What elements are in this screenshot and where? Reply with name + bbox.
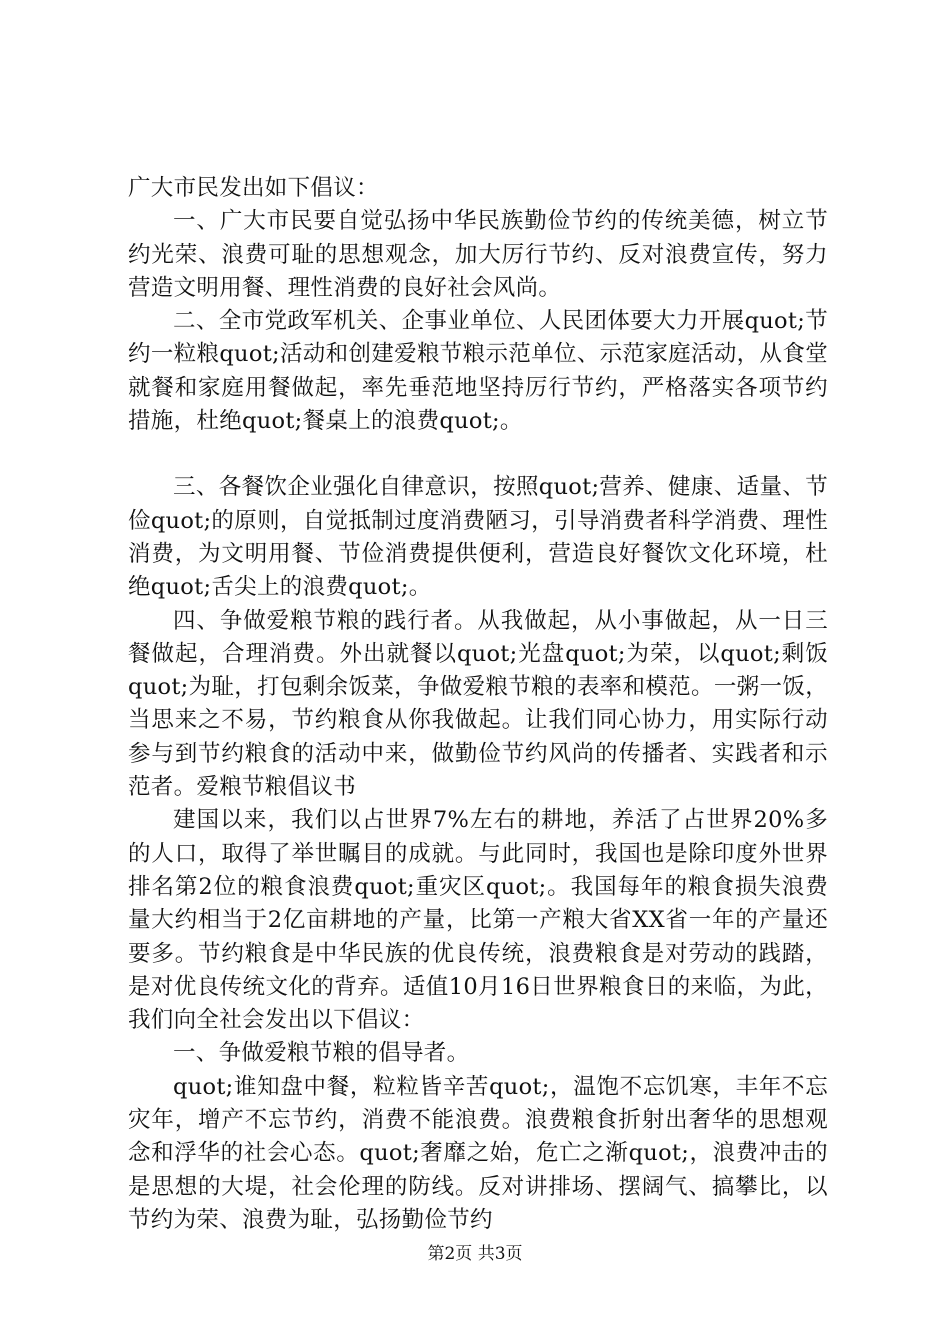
paragraph-item-1: 一、广大市民要自觉弘扬中华民族勤俭节约的传统美德，树立节约光荣、浪费可耻的思想观念，加大厉行节约、反对浪费宣传，努力营造文明用餐、理性消费的良好社会风尚。 (128, 208, 828, 301)
document-body (128, 172, 828, 1237)
page-number: 第2页 共3页 (427, 1244, 523, 1264)
paragraph-item-4: 四、争做爱粮节粮的践行者。从我做起，从小事做起，从一日三餐做起，合理消费。外出就餐以quot;光盘quot;为荣，以quot;剩饭quot;为耻，打包剩余饭菜，争做爱粮节粮的表率和模范。一粥一饭，当思来之不易，节约粮食从你我做起。让我们同心协力，用实际行动参与到节约粮食的活动中来，做勤俭节约风尚的传播者、实践者和示范者。爱粮节粮倡议书 (128, 607, 828, 801)
paragraph-intro: 广大市民发出如下倡议： (128, 175, 379, 201)
paragraph-item-3: 三、各餐饮企业强化自律意识，按照quot;营养、健康、适量、节俭quot;的原则，自觉抵制过度消费陋习，引导消费者科学消费、理性消费，为文明用餐、节俭消费提供便利，营造良好餐饮文化环境，杜绝quot;舌尖上的浪费quot;。 (128, 474, 828, 601)
paragraph-heading-advocate: 一、争做爱粮节粮的倡导者。 (173, 1040, 470, 1067)
paragraph-spacer (128, 438, 828, 471)
paragraph-background: 建国以来，我们以占世界7%左右的耕地，养活了占世界20%多的人口，取得了举世瞩目的成就。与此同时，我国也是除印度外世界排名第2位的粮食浪费quot;重灾区quot;。我国每年的粮食损失浪费量大约相当于2亿亩耕地的产量，比第一产粮大省XX省一年的产量还要多。节约粮食是中华民族的优良传统，浪费粮食是对劳动的践踏，是对优良传统文化的背弃。适值10月16日世界粮食日的来临，为此，我们向全社会发出以下倡议： (128, 807, 828, 1034)
paragraph-item-2: 二、全市党政军机关、企事业单位、人民团体要大力开展quot;节约一粒粮quot;活动和创建爱粮节粮示范单位、示范家庭活动，从食堂就餐和家庭用餐做起，率先垂范地坚持厉行节约，严格落实各项节约措施，杜绝quot;餐桌上的浪费quot;。 (128, 308, 828, 435)
paragraph-advocate-body: quot;谁知盘中餐，粒粒皆辛苦quot;，温饱不忘饥寒，丰年不忘灾年，增产不忘节约，消费不能浪费。浪费粮食折射出奢华的思想观念和浮华的社会心态。quot;奢靡之始，危亡之渐quot;，浪费冲击的是思想的大堤，社会伦理的防线。反对讲排场、摆阔气、搞攀比，以节约为荣、浪费为耻，弘扬勤俭节约 (128, 1073, 828, 1233)
